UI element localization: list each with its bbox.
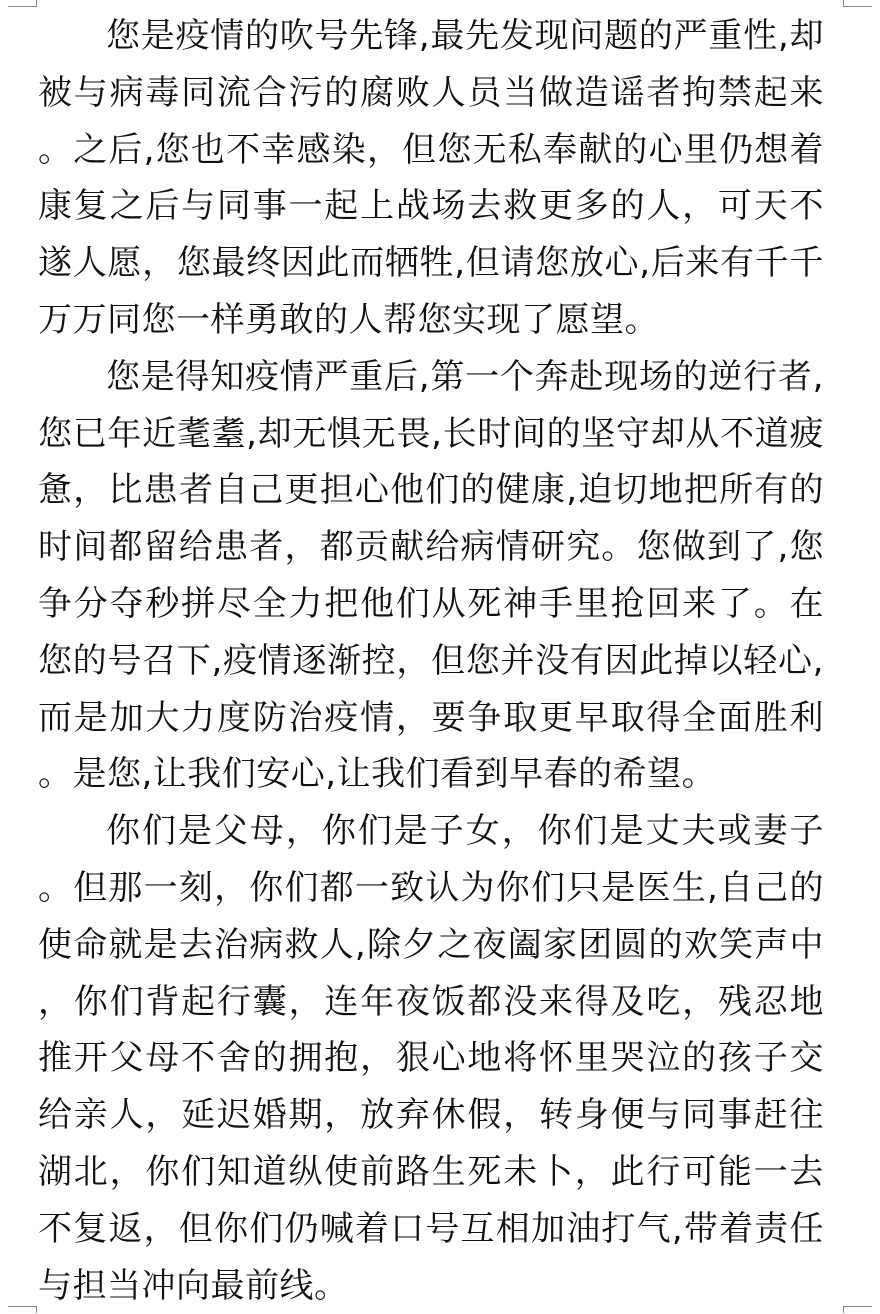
crop-mark-top-left-vertical xyxy=(36,0,37,7)
paragraph-3: 你们是父母，你们是子女，你们是丈夫或妻子。但那一刻，你们都一致认为你们只是医生,自己的使命就是去治病救人,除夕之夜阖家团圆的欢笑声中，你们背起行囊，连年夜饭都没来得及吃，残忍地推开父母不舍的拥抱，狠心地将怀里哭泣的孩子交给亲人，延迟婚期，放弃休假，转身便与同事赶往湖北，你们知道纵使前路生死未卜，此行可能一去不复返，但你们仍喊着口号互相加油打气,带着责任与担当冲向最前线。 xyxy=(38,811,824,1306)
crop-mark-bottom-left-vertical xyxy=(36,1306,37,1313)
document-body xyxy=(38,8,824,1314)
paragraph-1: 您是疫情的吹号先锋,最先发现问题的严重性,却被与病毒同流合污的腐败人员当做造谣者拘禁起来。之后,您也不幸感染，但您无私奉献的心里仍想着康复之后与同事一起上战场去救更多的人，可天不遂人愿，您最终因此而牺牲,但请您放心,后来有千千万万同您一样勇敢的人帮您实现了愿望。 xyxy=(38,16,824,340)
crop-mark-top-left xyxy=(8,6,36,7)
crop-mark-top-right xyxy=(844,6,872,7)
crop-mark-bottom-right-vertical xyxy=(843,1306,844,1313)
crop-mark-bottom-left xyxy=(8,1306,36,1307)
paragraph-2: 您是得知疫情严重后,第一个奔赴现场的逆行者,您已年近耄耋,却无惧无畏,长时间的坚守却从不道疲惫，比患者自己更担心他们的健康,迫切地把所有的时间都留给患者，都贡献给病情研究。您做到了,您争分夺秒拼尽全力把他们从死神手里抢回来了。在您的号召下,疫情逐渐控，但您并没有因此掉以轻心,而是加大力度防治疫情，要争取更早取得全面胜利。是您,让我们安心,让我们看到早春的希望。 xyxy=(38,356,824,795)
crop-mark-top-right-vertical xyxy=(843,0,844,7)
crop-mark-bottom-right xyxy=(844,1306,872,1307)
